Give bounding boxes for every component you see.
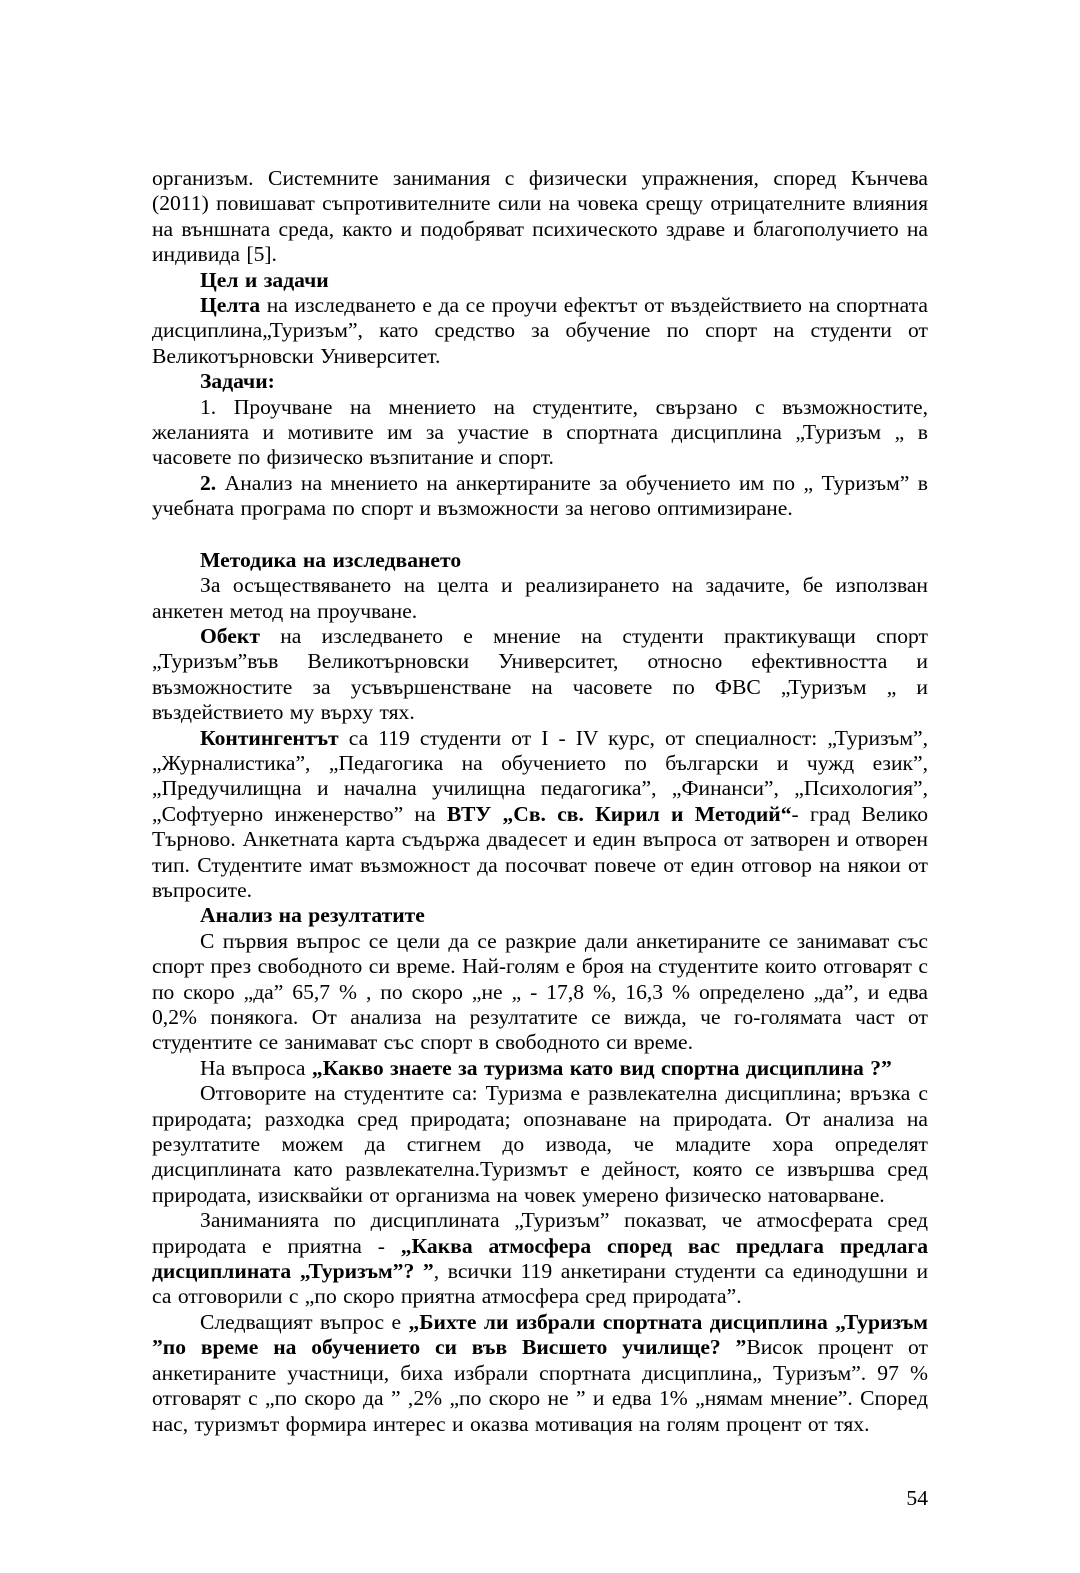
text-run: са 119 студенти от I - IV курс, от специалност: „Туризъм”, „Журналистика”, „Педагогика на обучението по български и чужд език”, „Предучилищна и начална училищна педагогика”, „Финанси”, „Психология”, „Софтуерно инженерство” на: [152, 725, 928, 826]
paragraph-question-tourism-knowledge: [152, 1056, 928, 1081]
paragraph-student-answers: [152, 1081, 928, 1208]
paragraph-atmosphere-question: [152, 1208, 928, 1310]
text-run: Анализ на мнението на анкертираните за обучението им по „ Туризъм” в учебната програма по спорт и възможности за негово оптимизиране.: [152, 470, 928, 521]
text-run: организъм. Системните занимания с физически упражнения, според Кънчева (2011) повишават съпротивителните сили на човека срещу отрицателните влияния на външната среда, както и подобряват психическото здраве и благополучието на индивида [5].: [152, 166, 928, 267]
text-run: Заниманията по дисциплината „Туризъм” показват, че атмосферата сред природата е приятна -: [152, 1208, 928, 1258]
text-run: 1. Проучване на мнението на студентите, свързано с възможностите, желанията и мотивите им за участие в спортната дисциплина „Туризъм „ в часовете по физическо възпитание и спорт.: [152, 394, 928, 470]
bold-text-run: „Каква атмосфера според вас предлага предлага дисциплината „Туризъм”? ”: [152, 1233, 929, 1284]
text-run: Отговорите на студентите са: Туризма е развлекателна дисциплина; връзка с природата; разходка сред природата; опознаване на природата. От анализа на резултатите можем да стигнем до извода, че младите хора определят дисциплината като развлекателна.Туризмът е дейност, която се извършва сред природата, изисквайки от организма на човек умерено физическо натоварване.: [152, 1081, 928, 1207]
heading-results-analysis: [152, 903, 928, 928]
paragraph-would-choose-question: [152, 1310, 928, 1437]
text-run: Висок процент от анкетираните участници, биха избрали спортната дисциплина„ Туризъм”. 97 % отговарят с „по скоро да ” ,2% „по скоро не ” и едва 1% „нямам мнение”. Според нас, туризмът формира интерес и оказва мотивация на голям процент от тях.: [152, 1335, 928, 1436]
bold-text-run: „Бихте ли избрали спортната дисциплина „Туризъм ”по време на обучението си във Висшето училище? ”: [152, 1309, 929, 1360]
bold-text-run: Анализ на резултатите: [200, 903, 425, 928]
text-run: За осъществяването на целта и реализирането на задачите, бе използван анкетен метод на проучване.: [152, 573, 928, 623]
text-run: - град Велико Търново. Анкетната карта съдържа двадесет и един въпроса от затворен и отворен тип. Студентите имат възможност да посочват повече от един отговор на някои от въпросите.: [152, 801, 928, 902]
bold-text-run: „Какво знаете за туризма като вид спортна дисциплина ?”: [311, 1055, 892, 1080]
paragraph-goal: [152, 293, 928, 369]
heading-tasks: [152, 369, 928, 394]
bold-text-run: Задачи:: [200, 369, 275, 394]
page-number: 54: [906, 1485, 928, 1510]
paragraph-task-1: [152, 395, 928, 471]
text-run: На въпроса: [200, 1055, 312, 1080]
bold-text-run: ВТУ „Св. св. Кирил и Методий“: [446, 801, 792, 826]
text-run: , всички 119 анкетирани студенти са единодушни и са отговорили с „по скоро приятна атмосфера сред природата”.: [152, 1259, 929, 1309]
text-run: Следващият въпрос е: [200, 1309, 409, 1334]
paragraph-contingent: [152, 726, 928, 904]
paragraph-intro-continuation: [152, 166, 928, 268]
bold-text-run: Обект: [200, 623, 260, 648]
bold-text-run: Контингентът: [200, 725, 339, 750]
document-content: [152, 166, 928, 1437]
bold-text-run: Целта: [200, 293, 261, 318]
paragraph-object: [152, 624, 928, 726]
bold-text-run: Методика на изследването: [200, 547, 462, 572]
text-run: С първия въпрос се цели да се разкрие дали анкетираните се занимават със спорт през свободното си време. Най-голям е броя на студентите които отговарят с по скоро „да” 65,7 % , по скоро „не „ - 17,8 %, 16,3 % определено „да”, и едва 0,2% понякога. От анализа на резултатите се вижда, че го-голямата част от студентите се занимават със спорт в свободното си време.: [152, 928, 928, 1055]
bold-text-run: Цел и задачи: [200, 267, 329, 292]
paragraph-first-question: [152, 929, 928, 1056]
paragraph-task-2: [152, 471, 928, 522]
bold-text-run: 2.: [200, 470, 217, 495]
text-run: на изследването е мнение на студенти практикуващи спорт „Туризъм”във Великотърновски Университет, относно ефективността и възможностите за усъвършенстване на часовете по ФВС „Туризъм „ и въздействието му върху тях.: [152, 623, 928, 725]
paragraph-methodology: [152, 573, 928, 624]
text-run: на изследването е да се проучи ефектът от въздействието на спортната дисциплина„Туризъм”, като средство за обучение по спорт на студенти от Великотърновски Университет.: [152, 293, 928, 368]
heading-goal-and-tasks: [152, 268, 928, 293]
heading-methodology: [152, 548, 928, 573]
